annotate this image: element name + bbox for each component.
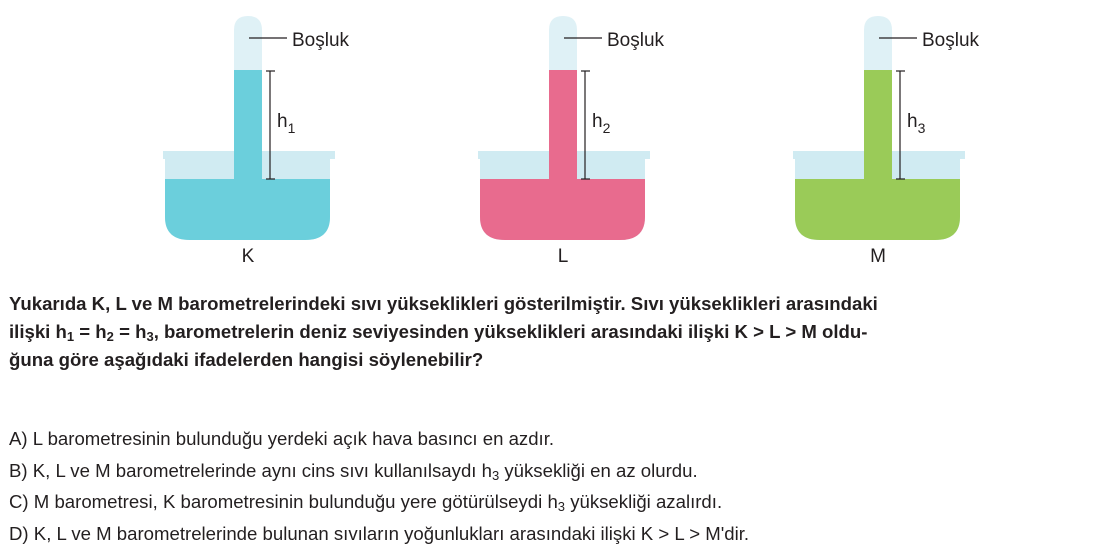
question-line-3: ğuna göre aşağıdaki ifadelerden hangisi söylenebilir? [9,349,484,370]
height-label-k: $h_1$ [277,111,296,136]
option-d[interactable]: D) K, L ve M barometrelerinde bulunan sıvıların yoğunlukları arasındaki ilişki K > L > M'dir. [9,522,750,544]
barometer-l [478,16,665,267]
tube-space-l [549,16,577,71]
question-text [9,290,1113,374]
basin-liquid-l [480,179,645,240]
tube-space-m [864,16,892,71]
tube-liquid-m [864,70,892,180]
height-label-l: $h_2$ [592,111,611,136]
barometer-label-m: M [870,246,886,267]
barometer-k [163,16,350,267]
basin-liquid-k [165,179,330,240]
option-a[interactable]: A) L barometresinin bulunduğu yerdeki açık hava basıncı en azdır. [9,428,555,449]
barometer-m [793,16,980,267]
option-c[interactable]: C) M barometresi, K barometresinin bulunduğu yere götürülseydi $h_3$ yüksekliği azalırdı. [9,491,723,514]
barometer-figure [0,0,1117,275]
tube-liquid-l [549,70,577,180]
space-label-k: Boşluk [292,30,350,51]
answer-options [9,423,1113,549]
basin-liquid-m [795,179,960,240]
space-label-m: Boşluk [922,30,980,51]
height-label-m: $h_3$ [907,111,926,136]
space-label-l: Boşluk [607,30,665,51]
barometer-label-l: L [557,246,569,267]
tube-space-k [234,16,262,71]
question-line-2: ilişki $h_1 = h_2 = h_3$, barometrelerin deniz seviyesinden yükseklikleri arasındaki ilişki K > L > M oldu- [9,321,868,344]
question-line-1: Yukarıda K, L ve M barometrelerindeki sıvı yükseklikleri gösterilmiştir. Sıvı yükseklikleri arasındaki [9,293,878,314]
option-b[interactable]: B) K, L ve M barometrelerinde aynı cins sıvı kullanılsaydı $h_3$ yüksekliği en az olurdu. [9,459,698,483]
barometer-label-k: K [241,246,255,267]
tube-liquid-k [234,70,262,180]
